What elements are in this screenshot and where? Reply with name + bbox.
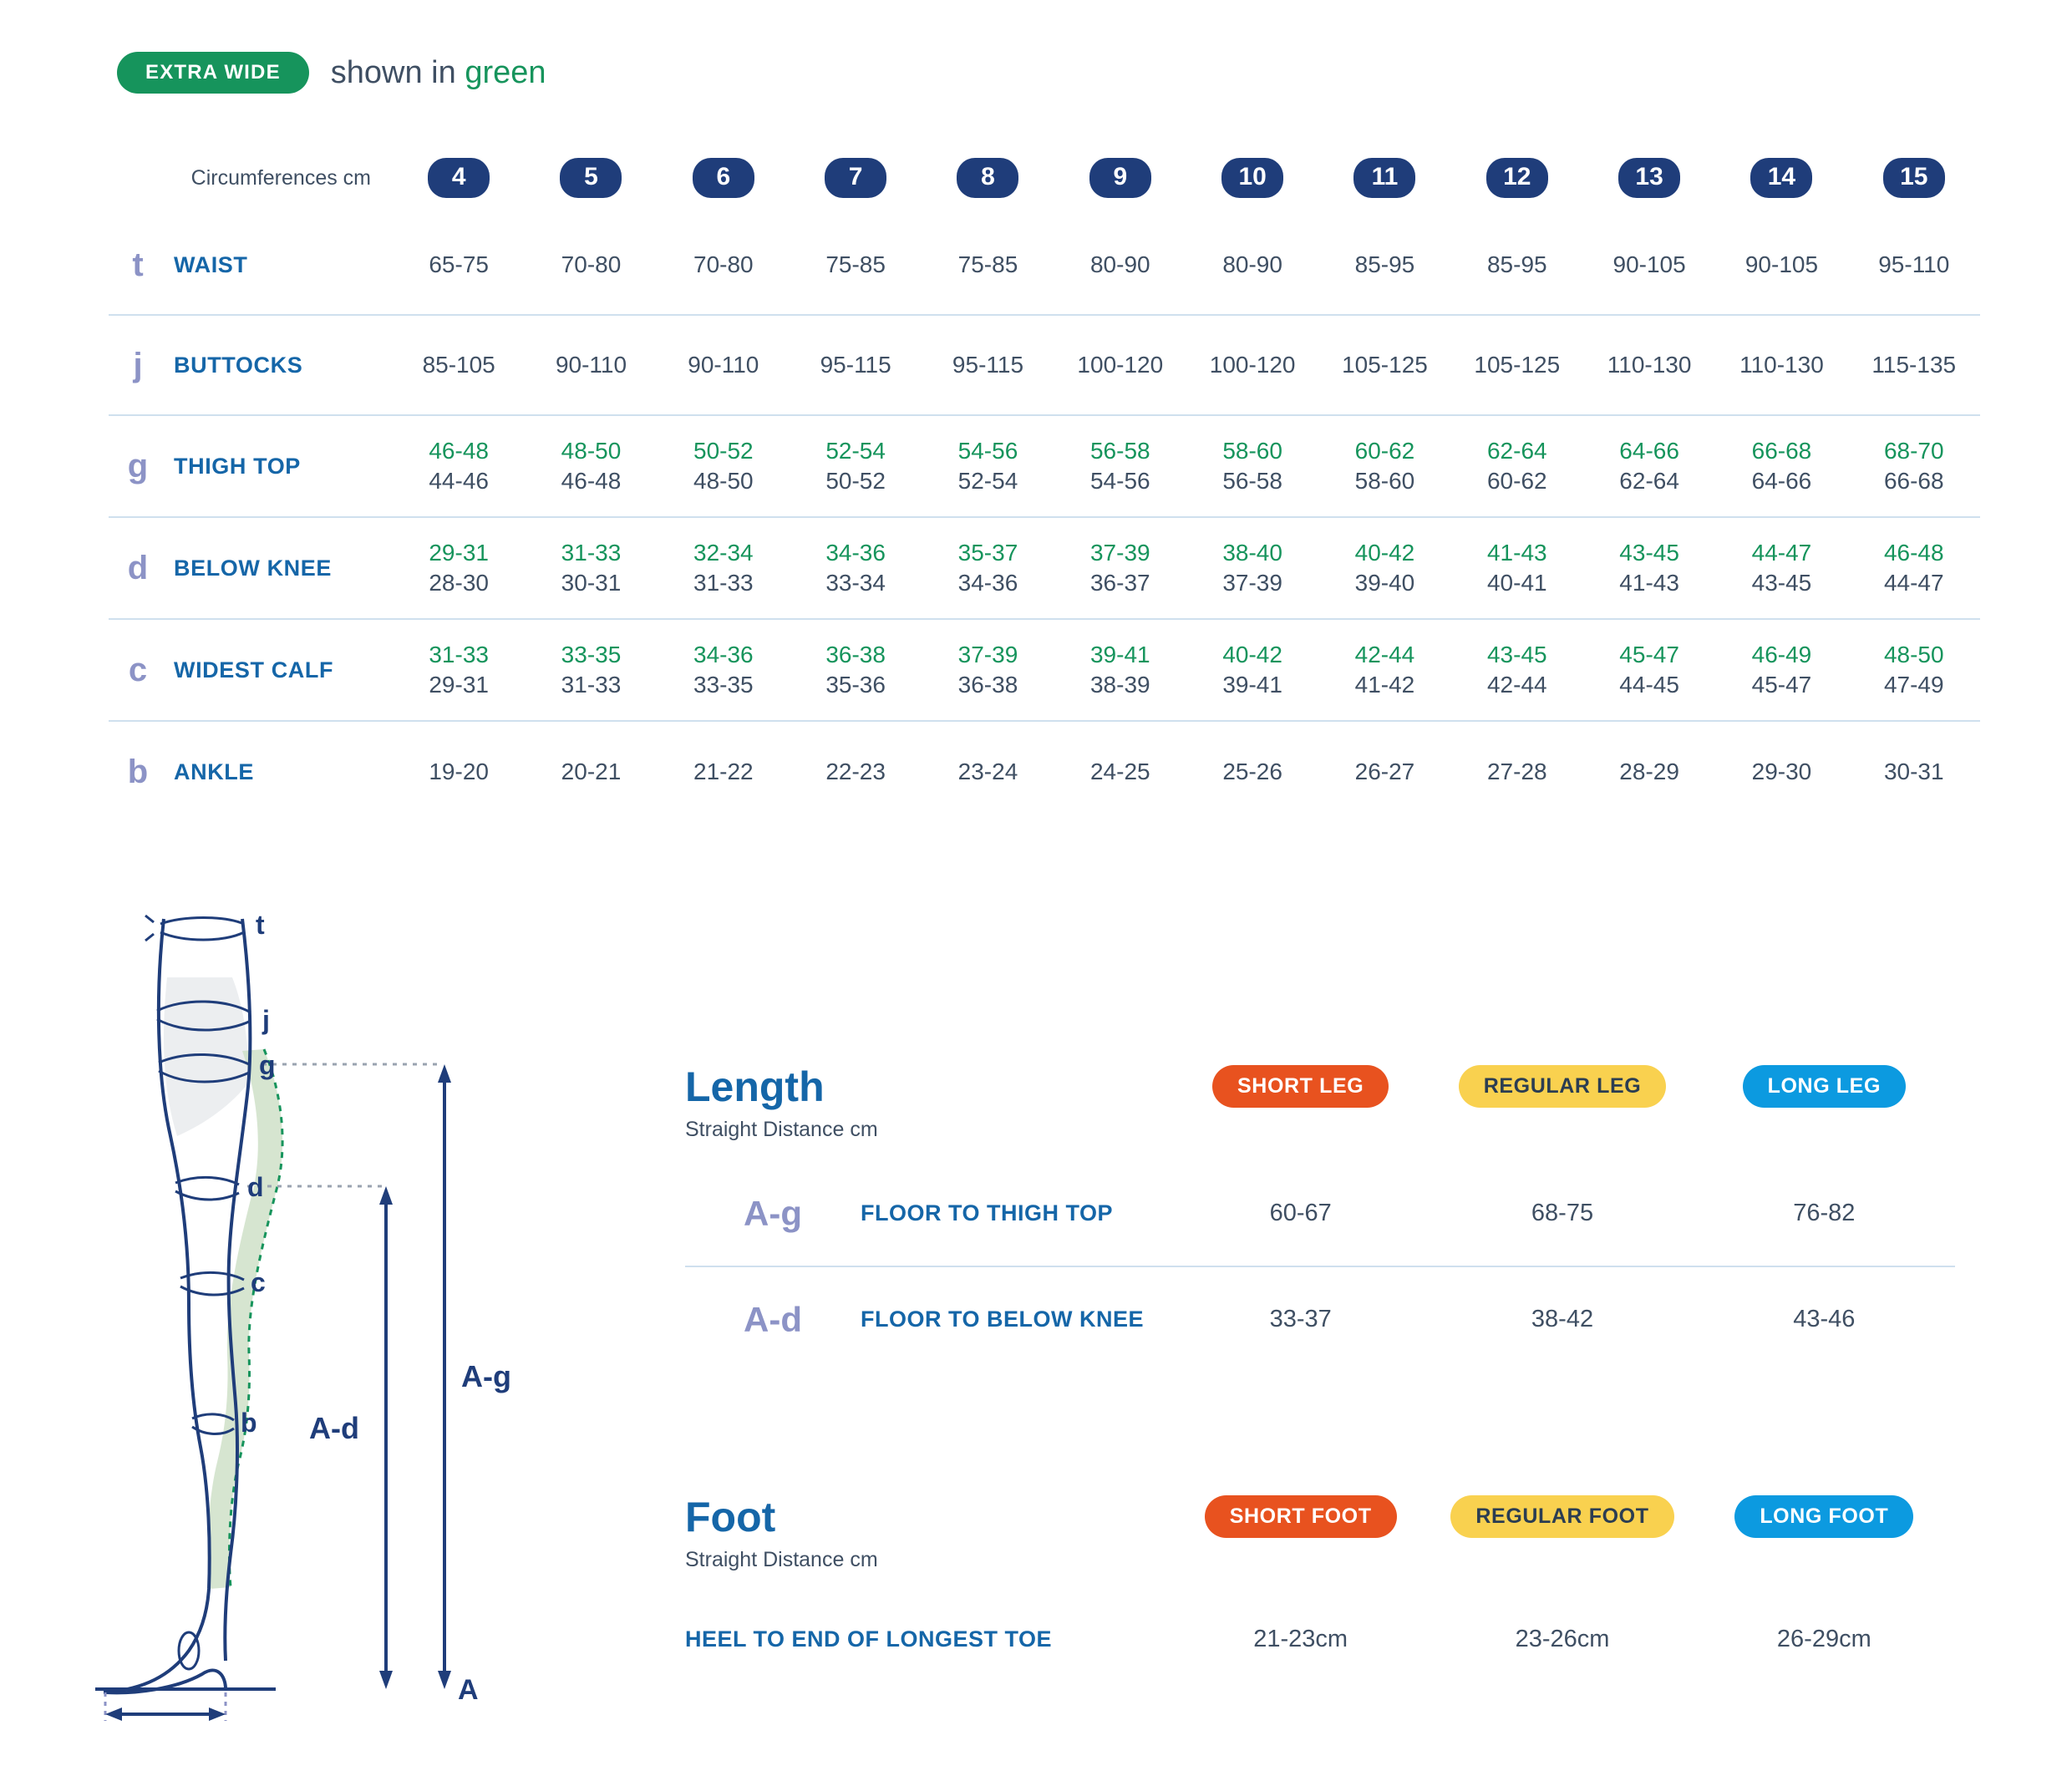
length-subtitle: Straight Distance cm — [685, 1117, 878, 1141]
size-column — [1054, 158, 1186, 198]
cell-value-wide: 54-56 — [957, 438, 1018, 464]
cell-value-standard: 64-66 — [1751, 468, 1812, 494]
cell-value-standard: 43-45 — [1751, 570, 1812, 596]
cell-value-wide: 48-50 — [561, 438, 622, 464]
legend-row — [117, 52, 546, 94]
table-cell — [1715, 436, 1847, 496]
cell-value-standard: 34-36 — [957, 570, 1018, 596]
row-label — [109, 347, 393, 384]
table-cell — [393, 436, 525, 496]
foot-header — [685, 1495, 1955, 1572]
table-cell: 27-28 — [1486, 759, 1547, 785]
cell-value-wide: 31-33 — [429, 642, 489, 668]
cell-value-standard: 60-62 — [1486, 468, 1547, 494]
table-row — [109, 722, 1980, 822]
length-chip-row — [1170, 1065, 1955, 1108]
cell-value-standard: 48-50 — [693, 468, 754, 494]
row-name: THIGH TOP — [174, 453, 301, 479]
cell-value-standard: 38-39 — [1089, 672, 1150, 698]
size-chip: 9 — [1089, 158, 1151, 198]
cell-value-standard: 50-52 — [825, 468, 886, 494]
table-cell — [393, 640, 525, 700]
table-cell: 76-82 — [1793, 1200, 1856, 1226]
table-cell: 19-20 — [429, 759, 489, 785]
table-cell: 100-120 — [1077, 352, 1164, 378]
length-title-wrap — [685, 1065, 1170, 1142]
table-cell: 105-125 — [1342, 352, 1428, 378]
length-row-name: FLOOR TO THIGH TOP — [861, 1200, 1114, 1225]
size-column — [922, 158, 1054, 198]
size-column — [1848, 158, 1980, 198]
cell-value-standard: 36-37 — [1089, 570, 1150, 596]
cell-value-wide: 62-64 — [1486, 438, 1547, 464]
cell-value-wide: 40-42 — [1222, 642, 1282, 668]
table-cell — [1318, 640, 1450, 700]
chip-short-leg: SHORT LEG — [1212, 1065, 1389, 1108]
cell-value-wide: 38-40 — [1222, 540, 1282, 566]
diagram-label-c: c — [251, 1267, 266, 1297]
table-cell — [1186, 436, 1318, 496]
row-values — [393, 757, 1980, 787]
table-cell — [790, 538, 922, 598]
size-column — [658, 158, 790, 198]
table-cell: 21-22 — [693, 759, 754, 785]
cell-value-standard: 36-38 — [957, 672, 1018, 698]
table-cell — [1451, 436, 1583, 496]
arrow-ag-bottom — [438, 1671, 451, 1689]
cell-value-standard: 33-35 — [693, 672, 754, 698]
table-cell: 80-90 — [1222, 251, 1282, 278]
leg-measurement-diagram — [84, 885, 685, 1738]
cell-value-wide: 32-34 — [693, 540, 754, 566]
table-cell: 100-120 — [1209, 352, 1296, 378]
foot-title-wrap — [685, 1495, 1170, 1572]
size-chip: 13 — [1618, 158, 1680, 198]
table-cell: 90-110 — [688, 352, 759, 378]
row-label — [109, 754, 393, 791]
foot-row — [685, 1587, 1955, 1692]
table-cell: 24-25 — [1089, 759, 1150, 785]
table-cell: 70-80 — [693, 251, 754, 278]
length-column-header — [1170, 1065, 1431, 1108]
table-cell — [1848, 538, 1980, 598]
diagram-label-b: b — [241, 1408, 257, 1438]
cell-value-wide: 40-42 — [1354, 540, 1415, 566]
table-cell: 33-37 — [1269, 1306, 1332, 1332]
table-cell: 23-24 — [957, 759, 1018, 785]
table-cell: 80-90 — [1089, 251, 1150, 278]
length-column-header — [1431, 1065, 1693, 1108]
table-row — [109, 216, 1980, 316]
table-cell — [525, 538, 657, 598]
table-cell — [1715, 640, 1847, 700]
tick-mark — [145, 934, 154, 941]
table-cell: 75-85 — [825, 251, 886, 278]
length-row-values — [1170, 1306, 1955, 1333]
table-cell: 20-21 — [561, 759, 622, 785]
cell-value-standard: 62-64 — [1619, 468, 1679, 494]
table-cell: 23-26cm — [1515, 1626, 1610, 1652]
table-cell: 68-75 — [1531, 1200, 1594, 1226]
foot-column-header — [1431, 1495, 1693, 1538]
size-column — [393, 158, 525, 198]
cell-value-wide: 58-60 — [1222, 438, 1282, 464]
legend-text — [331, 55, 546, 91]
size-column — [1318, 158, 1450, 198]
table-row — [109, 316, 1980, 416]
length-row — [685, 1267, 1955, 1373]
row-label — [109, 550, 393, 587]
size-chip: 10 — [1221, 158, 1283, 198]
table-cell — [1583, 640, 1715, 700]
cell-value-wide: 64-66 — [1619, 438, 1679, 464]
row-name: WIDEST CALF — [174, 657, 334, 682]
table-cell: 60-67 — [1269, 1200, 1332, 1226]
table-cell — [1186, 538, 1318, 598]
cell-value-standard: 44-45 — [1619, 672, 1679, 698]
row-name: WAIST — [174, 251, 248, 277]
table-cell: 26-27 — [1354, 759, 1415, 785]
table-cell — [1054, 640, 1186, 700]
table-cell — [922, 538, 1054, 598]
row-values — [393, 350, 1980, 380]
cell-value-standard: 30-31 — [561, 570, 622, 596]
row-name: BUTTOCKS — [174, 352, 303, 378]
cell-value-wide: 43-45 — [1486, 642, 1547, 668]
row-letter: c — [128, 651, 148, 688]
table-cell — [525, 436, 657, 496]
cell-value-standard: 56-58 — [1222, 468, 1282, 494]
foot-row-name: HEEL TO END OF LONGEST TOE — [685, 1626, 1053, 1652]
cell-value-wide: 66-68 — [1751, 438, 1812, 464]
cell-value-wide: 48-50 — [1883, 642, 1944, 668]
table-cell — [658, 436, 790, 496]
table-cell — [1451, 640, 1583, 700]
band-waist-lower — [160, 932, 244, 940]
cell-value-wide: 31-33 — [561, 540, 622, 566]
foot-table — [685, 1495, 1955, 1692]
legend-highlight: green — [465, 54, 546, 90]
cell-value-standard: 66-68 — [1883, 468, 1944, 494]
cell-value-standard: 39-40 — [1354, 570, 1415, 596]
row-name: ANKLE — [174, 759, 254, 784]
table-cell — [1318, 538, 1450, 598]
row-letter: j — [133, 346, 143, 383]
table-cell: 95-115 — [952, 352, 1024, 378]
table-cell — [393, 538, 525, 598]
arrow-ad-bottom — [379, 1671, 393, 1689]
cell-value-standard: 40-41 — [1486, 570, 1547, 596]
length-title: Length — [685, 1063, 825, 1110]
table-cell: 30-31 — [1883, 759, 1944, 785]
table-cell: 26-29cm — [1776, 1626, 1871, 1652]
table-cell: 110-130 — [1739, 352, 1824, 378]
cell-value-standard: 58-60 — [1354, 468, 1415, 494]
foot-title: Foot — [685, 1494, 776, 1540]
band-waist — [160, 918, 244, 925]
cell-value-wide: 46-48 — [1883, 540, 1944, 566]
cell-value-standard: 41-43 — [1619, 570, 1679, 596]
diagram-label-Ag: A-g — [461, 1359, 511, 1393]
table-cell — [1186, 640, 1318, 700]
table-cell: 85-95 — [1354, 251, 1415, 278]
cell-value-standard: 42-44 — [1486, 672, 1547, 698]
row-values — [393, 250, 1980, 280]
table-cell: 25-26 — [1222, 759, 1282, 785]
cell-value-wide: 60-62 — [1354, 438, 1415, 464]
chip-long-leg: LONG LEG — [1743, 1065, 1906, 1108]
extra-wide-badge: EXTRA WIDE — [117, 52, 309, 94]
table-row — [109, 416, 1980, 518]
cell-value-standard: 29-31 — [429, 672, 489, 698]
table-cell: 90-105 — [1744, 251, 1819, 278]
table-cell — [525, 640, 657, 700]
size-column — [1451, 158, 1583, 198]
diagram-label-g: g — [259, 1050, 276, 1080]
table-cell: 85-105 — [422, 352, 495, 378]
size-chip: 8 — [957, 158, 1018, 198]
table-cell: 29-30 — [1751, 759, 1812, 785]
row-label — [109, 246, 393, 284]
tick-mark — [145, 916, 154, 922]
table-cell: 105-125 — [1474, 352, 1561, 378]
row-values — [393, 436, 1980, 496]
table-cell: 38-42 — [1531, 1306, 1594, 1332]
table-cell: 21-23cm — [1253, 1626, 1348, 1652]
cell-value-wide: 37-39 — [957, 642, 1018, 668]
cell-value-wide: 36-38 — [825, 642, 886, 668]
length-table — [685, 1065, 1955, 1373]
table-cell — [790, 436, 922, 496]
table-cell: 95-115 — [820, 352, 891, 378]
table-row — [109, 620, 1980, 722]
band-below-knee-lower — [175, 1191, 239, 1200]
cell-value-standard: 37-39 — [1222, 570, 1282, 596]
cell-value-standard: 31-33 — [693, 570, 754, 596]
chip-regular-foot: REGULAR FOOT — [1450, 1495, 1673, 1538]
length-column-header — [1694, 1065, 1955, 1108]
cell-value-wide: 46-48 — [429, 438, 489, 464]
diagram-label-t: t — [256, 910, 265, 940]
table-cell — [922, 436, 1054, 496]
table-cell — [1848, 436, 1980, 496]
cell-value-wide: 35-37 — [957, 540, 1018, 566]
cell-value-wide: 41-43 — [1486, 540, 1547, 566]
table-cell: 85-95 — [1486, 251, 1547, 278]
table-cell — [1054, 436, 1186, 496]
leg-diagram-svg — [84, 885, 685, 1738]
cell-value-standard: 52-54 — [957, 468, 1018, 494]
length-row-values — [1170, 1200, 1955, 1227]
cell-value-wide: 34-36 — [825, 540, 886, 566]
row-name: BELOW KNEE — [174, 555, 333, 581]
foot-column-header — [1170, 1495, 1431, 1538]
size-chip: 5 — [560, 158, 622, 198]
size-chip: 12 — [1486, 158, 1548, 198]
foot-column-header — [1694, 1495, 1955, 1538]
table-cell — [1451, 538, 1583, 598]
diagram-label-d: d — [247, 1172, 264, 1202]
cell-value-wide: 37-39 — [1089, 540, 1150, 566]
foot-row-values — [1170, 1626, 1955, 1653]
arrow-ad-top — [379, 1186, 393, 1205]
row-letter: d — [127, 549, 149, 586]
row-letter: t — [132, 246, 144, 283]
size-chip: 4 — [428, 158, 490, 198]
cell-value-wide: 29-31 — [429, 540, 489, 566]
chip-long-foot: LONG FOOT — [1734, 1495, 1913, 1538]
table-cell: 75-85 — [957, 251, 1018, 278]
table-cell: 110-130 — [1607, 352, 1692, 378]
table-cell: 90-105 — [1612, 251, 1686, 278]
cell-value-wide: 42-44 — [1354, 642, 1415, 668]
row-values — [393, 640, 1980, 700]
table-cell: 70-80 — [561, 251, 622, 278]
table-cell: 28-29 — [1619, 759, 1679, 785]
length-row-code: A-g — [744, 1193, 802, 1233]
size-chip-row — [393, 158, 1980, 198]
cell-value-wide: 43-45 — [1619, 540, 1679, 566]
table-cell: 115-135 — [1871, 352, 1957, 378]
size-column — [1583, 158, 1715, 198]
foot-subtitle: Straight Distance cm — [685, 1547, 878, 1571]
circumference-table — [109, 140, 1980, 822]
cell-value-wide: 52-54 — [825, 438, 886, 464]
chip-short-foot: SHORT FOOT — [1205, 1495, 1397, 1538]
foot-arrow-right — [209, 1707, 226, 1721]
cell-value-wide: 50-52 — [693, 438, 754, 464]
table-cell: 65-75 — [429, 251, 489, 278]
cell-value-standard: 45-47 — [1751, 672, 1812, 698]
table-cell — [1848, 640, 1980, 700]
table-cell — [658, 640, 790, 700]
size-chip: 6 — [693, 158, 754, 198]
row-label — [109, 448, 393, 485]
cell-value-standard: 35-36 — [825, 672, 886, 698]
cell-value-standard: 28-30 — [429, 570, 489, 596]
cell-value-wide: 45-47 — [1619, 642, 1679, 668]
legend-prefix: shown in — [330, 54, 456, 90]
table-cell: 43-46 — [1793, 1306, 1856, 1332]
cell-value-standard: 47-49 — [1883, 672, 1944, 698]
length-header — [685, 1065, 1955, 1142]
cell-value-wide: 34-36 — [693, 642, 754, 668]
cell-value-standard: 33-34 — [825, 570, 886, 596]
band-below-knee — [175, 1177, 239, 1185]
cell-value-wide: 46-49 — [1751, 642, 1812, 668]
row-letter: g — [127, 447, 149, 485]
extra-wide-overlay — [207, 1049, 282, 1589]
table-cell — [1318, 436, 1450, 496]
size-column — [1715, 158, 1847, 198]
table-cell: 90-110 — [555, 352, 627, 378]
table-cell: 22-23 — [825, 759, 886, 785]
table-cell — [1583, 436, 1715, 496]
diagram-label-Ad: A-d — [309, 1411, 359, 1445]
foot-arrow-left — [105, 1707, 122, 1721]
table-cell — [1054, 538, 1186, 598]
length-row-name: FLOOR TO BELOW KNEE — [861, 1307, 1144, 1332]
length-row-code: A-d — [744, 1299, 802, 1339]
cell-value-standard: 54-56 — [1089, 468, 1150, 494]
foot-chip-row — [1170, 1495, 1955, 1538]
table-cell — [790, 640, 922, 700]
size-chip: 15 — [1883, 158, 1945, 198]
cell-value-wide: 56-58 — [1089, 438, 1150, 464]
cell-value-wide: 68-70 — [1883, 438, 1944, 464]
circumferences-label: Circumferences cm — [190, 165, 371, 190]
cell-value-standard: 44-47 — [1883, 570, 1944, 596]
table-cell — [658, 538, 790, 598]
table-cell — [1715, 538, 1847, 598]
cell-value-wide: 33-35 — [561, 642, 622, 668]
cell-value-standard: 46-48 — [561, 468, 622, 494]
diagram-label-A: A — [458, 1674, 479, 1706]
cell-value-wide: 39-41 — [1089, 642, 1150, 668]
cell-value-standard: 31-33 — [561, 672, 622, 698]
row-label — [109, 652, 393, 689]
diagram-label-j: j — [262, 1005, 270, 1035]
row-letter: b — [127, 753, 149, 790]
row-values — [393, 538, 1980, 598]
size-chip: 11 — [1353, 158, 1415, 198]
size-column — [1186, 158, 1318, 198]
size-chip: 14 — [1750, 158, 1812, 198]
table-cell: 95-110 — [1878, 251, 1950, 278]
cell-value-standard: 39-41 — [1222, 672, 1282, 698]
table-cell — [922, 640, 1054, 700]
size-chip: 7 — [825, 158, 886, 198]
chip-regular-leg: REGULAR LEG — [1459, 1065, 1667, 1108]
table-header-row — [109, 140, 1980, 216]
cell-value-standard: 41-42 — [1354, 672, 1415, 698]
cell-value-wide: 44-47 — [1751, 540, 1812, 566]
size-column — [790, 158, 922, 198]
cell-value-standard: 44-46 — [429, 468, 489, 494]
length-row — [685, 1162, 1955, 1267]
table-row — [109, 518, 1980, 620]
arrow-ag-top — [438, 1064, 451, 1083]
size-column — [525, 158, 657, 198]
table-cell — [1583, 538, 1715, 598]
